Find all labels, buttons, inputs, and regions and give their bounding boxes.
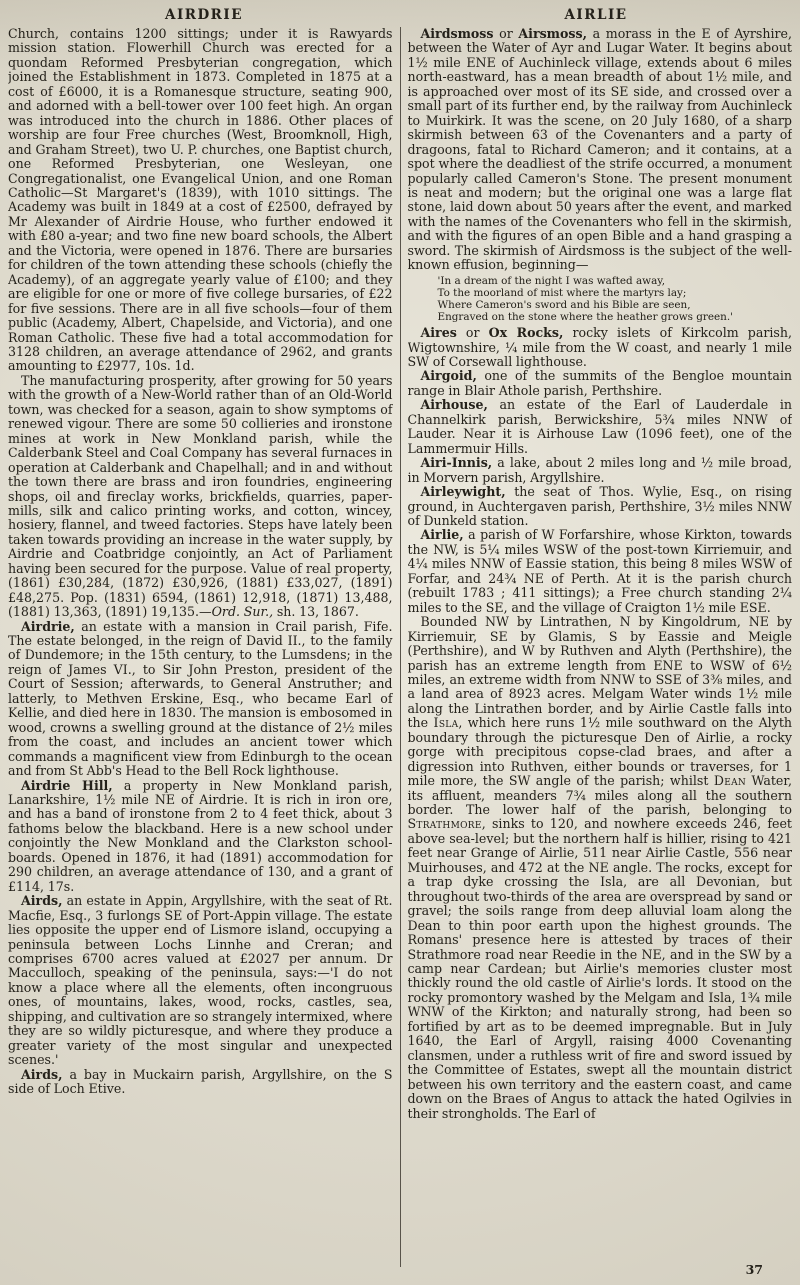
entry-name: Airds, (21, 893, 63, 909)
text-run: or (493, 27, 519, 41)
text-run: an estate with a mansion in Crail parish, Fife. The estate belonged, in the reign of David II., to the family of Dundemore; in the 15th century, to the Lumsdens; in the reign of James VI., to Sir John Preston, president of the Court of Session; afterwards, to General Anstruther; and latterly, to Methven Erskine, Esq., who became Earl of Kellie, and died here in 1830. The mansion is embosomed in wood, crowns a swelling ground at the distance of 2½ miles from the coast, and includes an ancient tower which commands a magnificent view from Edinburgh to the ocean and from St Abb's Head to the Bell Rock lighthouse. (8, 618, 393, 779)
text-run: Isla (433, 715, 459, 731)
left-column (8, 27, 393, 1267)
text-run: Dean (713, 773, 747, 789)
entry-paragraph (408, 528, 793, 615)
entry-paragraph (8, 1068, 393, 1097)
text-run: Strathmore (407, 816, 482, 832)
text-run: an estate of the Earl of Lauderdale in Channelkirk parish, Berwickshire, 5¾ miles NNW of Lauder. Near it is Airhouse Law (1096 feet), one of the Lammermuir Hills. (407, 397, 792, 456)
text-run: a parish of W Forfarshire, whose Kirkton, towards the NW, is 5¼ miles WSW of the post-town Kirriemuir, and 4¼ miles NNW of Eassie station, this being 8 miles WSW of Forfar, and 24¾ NE of Perth. At it is the parish church (rebuilt 1783 ; 411 sittings); a Free church standing 2¼ miles to the SE, and the village of Craigton 1½ mile ESE. (407, 527, 792, 615)
text-columns (8, 27, 792, 1267)
entry-paragraph (8, 894, 393, 1067)
entry-name: Ox Rocks, (488, 325, 564, 341)
entry-name: Airdrie Hill, (21, 777, 113, 793)
entry-paragraph (8, 27, 393, 374)
entry-paragraph (408, 326, 793, 369)
verse-quote: 'In a dream of the night I was wafted away, To the moorland of mist where the martyrs lay; Where Cameron's sword and his Bible are seen, Engraved on the stone where the heather grows green.' (437, 274, 734, 323)
entry-paragraph (408, 369, 793, 398)
entry-paragraph (408, 456, 793, 485)
entry-name: Aires (420, 325, 457, 341)
page-number: 37 (745, 1262, 763, 1277)
text-run: a property in New Monkland parish, Lanarkshire, 1½ mile NE of Airdrie. It is rich in iron ore, and has a band of ironstone from 2 to 4 feet thick, about 3 fathoms below the blackband. Here is a new school under conjointly the New Monkland and the Clarkston school-boards. Opened in 1876, it had (1891) accommodation for 290 children, an average attendance of 130, and a grant of £114, 17s. (8, 777, 393, 894)
text-run: a bay in Muckairn parish, Argyllshire, on the S side of Loch Etive. (8, 1066, 393, 1097)
entry-paragraph (408, 485, 793, 528)
right-column-header: AIRLIE (564, 7, 628, 23)
entry-paragraph (8, 620, 393, 779)
column-divider-rule (400, 27, 401, 1267)
text-run: The manufacturing prosperity, after growing for 50 years with the growth of a New-World rather than of an Old-World town, was checked for a season, again to show symptoms of renewed vigour. There are some 50 collieries and ironstone mines at work in New Monkland parish, while the Calderbank Steel and Coal Company has several furnaces in operation at Calderbank and Chapelhall; and in and without the town there are brass and iron foundries, engineering shops, oil and fireclay works, brickfields, quarries, paper-mills, silk and calico printing works, and cotton, wincey, hosiery, flannel, and tweed factories. Steps have lately been taken towards providing an increase in the water supply, by Airdrie and Coatbridge conjointly, an Act of Parliament having been secured for the purpose. Value of real property, (1861) £30,284, (1872) £30,926, (1881) £33,027, (1891) £48,275. Pop. (1831) 6594, (1861) 12,918, (1871) 13,488, (1881) 13,363, (1891) 19,135.— (8, 372, 393, 620)
entry-paragraph (408, 27, 793, 273)
running-headers (8, 7, 792, 23)
entry-name: Airsmoss, (518, 27, 587, 41)
text-run: Ord. Sur., (211, 604, 274, 620)
text-run: an estate in Appin, Argyllshire, with the seat of Rt. Macfie, Esq., 3 furlongs SE of Port-Appin village. The estate lies opposite the upper end of Lismore island, occupying a peninsula between Lochs Linnhe and Creran; and comprises 6700 acres valued at £2027 per annum. Dr Macculloch, speaking of the peninsula, says:—'I do not know a place where all the elements, often incongruous ones, of mountains, lakes, wood, rocks, castles, sea, shipping, and cultivation are so strangely intermixed, where they are so wildly picturesque, and where they produce a greater variety of the most singular and unexpected scenes.' (8, 893, 393, 1068)
entry-paragraph (408, 398, 793, 456)
entry-name: Airlie, (420, 527, 464, 543)
text-run: the seat of Thos. Wylie, Esq., on rising ground, in Auchtergaven parish, Perthshire, 3½ miles NNW of Dunkeld station. (407, 484, 792, 528)
text-run: sh. 13, 1867. (273, 604, 359, 620)
text-run: , sinks to 120, and nowhere exceeds 246, feet above sea-level; but the northern half is hillier, rising to 421 feet near Grange of Airlie, 511 near Airlie Castle, 556 near Muirhouses, and 472 at the NE angle. The rocks, except for a trap dyke crossing the Isla, are all Devonian, but throughout two-thirds of the area are overspread by sand or gravel; the soils range from deep alluvial loam along the Dean to thin poor earth upon the highest grounds. The Romans' presence here is attested by traces of their Strathmore road near Reedie in the NE, and in the SW by a camp near Cardean; but Airlie's memories cluster most thickly round the old castle of Airlie's lords. It stood on the rocky promontory washed by the Melgam and Isla, 1¾ mile WNW of the Kirkton; and naturally strong, had been so fortified by art as to be deemed impregnable. But in July 1640, the Earl of Argyll, raising 4000 Covenanting clansmen, under a ruthless writ of fire and sword issued by the Committee of Estates, swept all the mountain district between his own territory and the eastern coast, and came down on the Braes of Angus to attack the hated Ogilvies in their strongholds. The Earl of (407, 816, 792, 1121)
text-run: a lake, about 2 miles long and ½ mile broad, in Morvern parish, Argyllshire. (407, 455, 792, 485)
text-run: a morass in the E of Ayrshire, between the Water of Ayr and Lugar Water. It begins about 1½ mile ENE of Auchinleck village, extends about 6 miles north-eastward, has a mean breadth of about 1½ mile, and is approached over most of its SE side, and crossed over a small part of its further end, by the railway from Auchinleck to Muirkirk. It was the scene, on 20 July 1680, of a sharp skirmish between 63 of the Covenanters and a party of dragoons, fatal to Richard Cameron; and it contains, at a spot where the deadliest of the strife occurred, a monument popularly called Cameron's Stone. The present monument is neat and modern; but the original one was a large flat stone, laid down about 50 years after the event, and marked with the names of the Covenanters who fell in the skirmish, and with the figures of an open Bible and a hand grasping a sword. The skirmish of Airdsmoss is the subject of the well-known effusion, beginning— (407, 27, 792, 273)
text-run: Water, its affluent, meanders 7¾ miles along all the southern border. The lower half of the parish, belonging to (407, 773, 792, 818)
entry-name: Airdrie, (21, 618, 75, 634)
entry-paragraph (8, 374, 393, 620)
text-run: or (456, 325, 489, 341)
text-run: one of the summits of the Bengloe mountain range in Blair Athole parish, Perthshire. (407, 368, 792, 398)
text-run: rocky islets of Kirkcolm parish, Wigtownshire, ¼ mile from the W coast, and nearly 1 mile SW of Corsewall lighthouse. (407, 325, 792, 369)
text-run: , which here runs 1½ mile southward on the Alyth boundary through the picturesque Den of Airlie, a rocky gorge with precipitous copse-clad braes, and after a digression into Ruthven, either bounds or traverses, for 1 mile more, the SW angle of the parish; whilst (407, 715, 792, 789)
text-run: Church, contains 1200 sittings; under it is Rawyards mission station. Flowerhill Church was erected for a quondam Reformed Presbyterian congregation, which joined the Establishment in 1873. Completed in 1875 at a cost of £6000, it is a Romanesque structure, seating 900, and adorned with a bell-tower over 100 feet high. An organ was introduced into the church in 1886. Other places of worship are four Free churches (West, Broomknoll, High, and Graham Street), two U. P. churches, one Baptist church, one Reformed Presbyterian, one Wesleyan, one Congregationalist, one Evangelical Union, and one Roman Catholic—St Margaret's (1839), with 1010 sittings. The Academy was built in 1849 at a cost of £2500, defrayed by Mr Alexander of Airdrie House, who further endowed it with £80 a-year; and two fine new board schools, the Albert and the Victoria, were opened in 1876. There are bursaries for children of the town attending these schools (chiefly the Academy), of an aggregate yearly value of £100; and they are eligible for one or more of five college bursaries, of £22 for five sessions. There are in all five schools—four of them public (Academy, Albert, Chapelside, and Victoria), and one Roman Catholic. These five had a total accommodation for 3128 children, an average attendance of 2962, and grants amounting to £2977, 10s. 1d. (8, 27, 393, 374)
entry-paragraph (408, 615, 793, 1121)
entry-name: Airleywight, (420, 484, 506, 500)
right-column (408, 27, 793, 1267)
text-run: Bounded NW by Lintrathen, N by Kingoldrum, NE by Kirriemuir, SE by Glamis, S by Eassie and Meigle (Perthshire), and W by Ruthven and Alyth (Perthshire), the parish has an extreme length from ENE to WSW of 6½ miles, an extreme width from NNW to SSE of 3⅜ miles, and a land area of 8923 acres. Melgam Water winds 1½ mile along the Lintrathen border, and by Airlie Castle falls into the (407, 614, 792, 731)
entry-name: Airhouse, (420, 397, 488, 413)
entry-paragraph (8, 779, 393, 895)
entry-name: Airi-Innis, (420, 455, 493, 471)
entry-name: Airdsmoss (420, 27, 494, 41)
left-column-header: AIRDRIE (164, 7, 244, 23)
entry-name: Airds, (21, 1066, 63, 1082)
entry-name: Airgoid, (420, 368, 477, 384)
